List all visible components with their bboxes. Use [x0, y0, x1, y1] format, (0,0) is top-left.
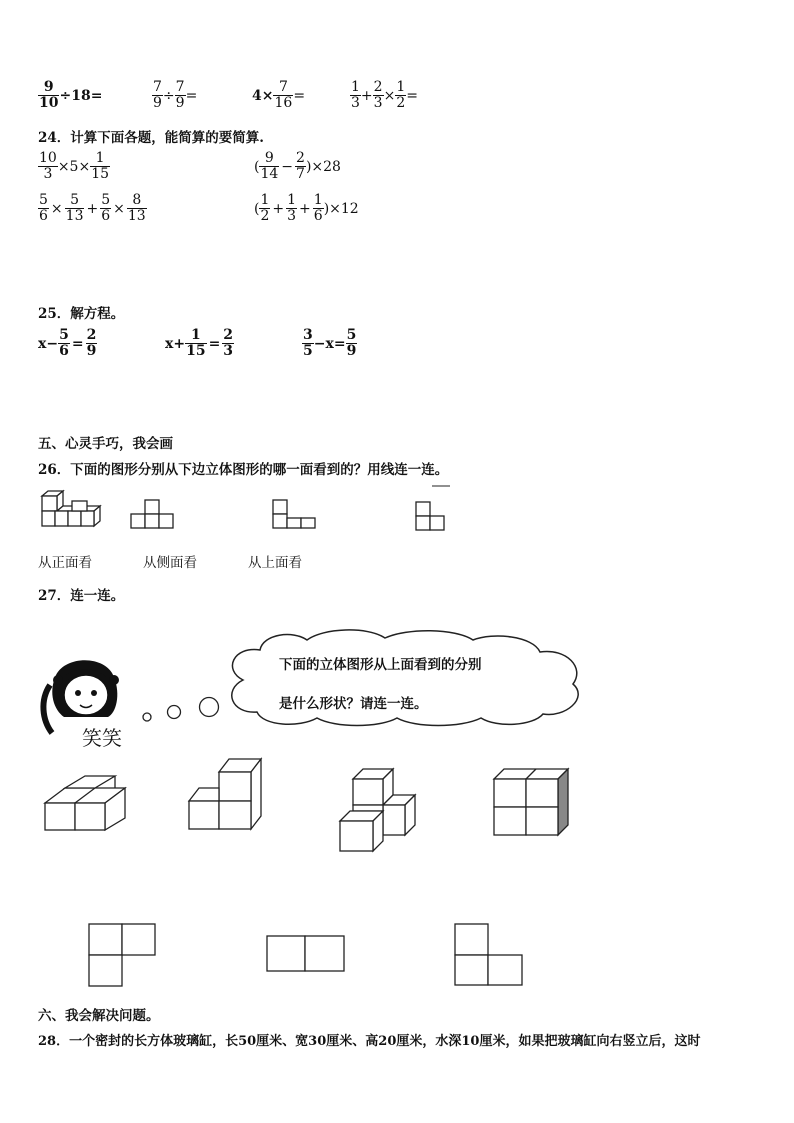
q27-solid-b	[189, 759, 261, 829]
q24-problem-2: ( $\frac{9}{14}$ − $\frac{2}{7}$ )×28	[254, 150, 341, 182]
q27-top-view-3	[455, 924, 522, 985]
q25-equation-2: x+ $\frac{1}{15}$ = $\frac{2}{3}$	[165, 327, 234, 359]
bubble-text-line-2: 是什么形状？请连一连。	[279, 696, 428, 712]
section-6-title: 六、我会解决问题。	[38, 1008, 160, 1024]
q26-title: 26．下面的图形分别从下边立体图形的哪一面看到的？用线连一连。	[38, 462, 449, 478]
q27-solid-a	[45, 776, 125, 830]
q27-top-view-2	[267, 936, 344, 971]
q23-expr-3: 4× $\frac{7}{16}$ =	[252, 79, 306, 111]
q27-solids	[40, 755, 580, 855]
q28-text: 28．一个密封的长方体玻璃缸，长50厘米、宽30厘米、高20厘米，水深10厘米，如果把玻璃缸向右竖立后，这时	[38, 1034, 701, 1049]
q24-problem-1: $\frac{10}{3}$ ×5× $\frac{1}{15}$	[39, 150, 110, 182]
bubble-text-line-1: 下面的立体图形从上面看到的分别	[279, 657, 482, 673]
q26-figures	[30, 482, 470, 542]
q27-top-views	[85, 920, 535, 990]
q26-view-3	[416, 486, 450, 530]
q24-problem-4: ( $\frac{1}{2}$ + $\frac{1}{3}$ + $\frac{1}{6}$ )×12	[254, 192, 359, 224]
q26-label-side: 从侧面看	[143, 555, 197, 571]
q26-view-1	[131, 500, 173, 528]
thought-bubble	[135, 628, 595, 728]
q27-solid-c	[340, 769, 415, 851]
q26-label-top: 从上面看	[248, 555, 302, 571]
q25-title: 25．解方程。	[38, 306, 125, 322]
q25-equation-1: x− $\frac{5}{6}$ = $\frac{2}{9}$	[38, 327, 97, 359]
section-5-title: 五、心灵手巧，我会画	[38, 436, 173, 452]
q26-solid-figure	[42, 491, 100, 526]
q26-view-2	[273, 500, 315, 528]
q23-expr-1: $\frac{9}{10}$ ÷18=	[39, 79, 103, 111]
q27-title: 27．连一连。	[38, 588, 125, 604]
q24-problem-3: $\frac{5}{6}$ × $\frac{5}{13}$ + $\frac{5}{6}$ × $\frac{8}{13}$	[39, 192, 146, 224]
q23-expr-4: $\frac{1}{3}$ + $\frac{2}{3}$ × $\frac{1}{2}$ =	[351, 79, 418, 111]
q27-solid-d	[494, 769, 568, 835]
q27-top-view-1	[89, 924, 155, 986]
q23-expr-2: $\frac{7}{9}$ ÷ $\frac{7}{9}$ =	[153, 79, 198, 111]
girl-name: 笑笑	[82, 726, 122, 750]
q24-title: 24．计算下面各题，能简算的要简算.	[38, 130, 264, 146]
q25-equation-3: $\frac{3}{5}$ −x= $\frac{5}{9}$	[303, 327, 357, 359]
q26-label-front: 从正面看	[38, 555, 92, 571]
